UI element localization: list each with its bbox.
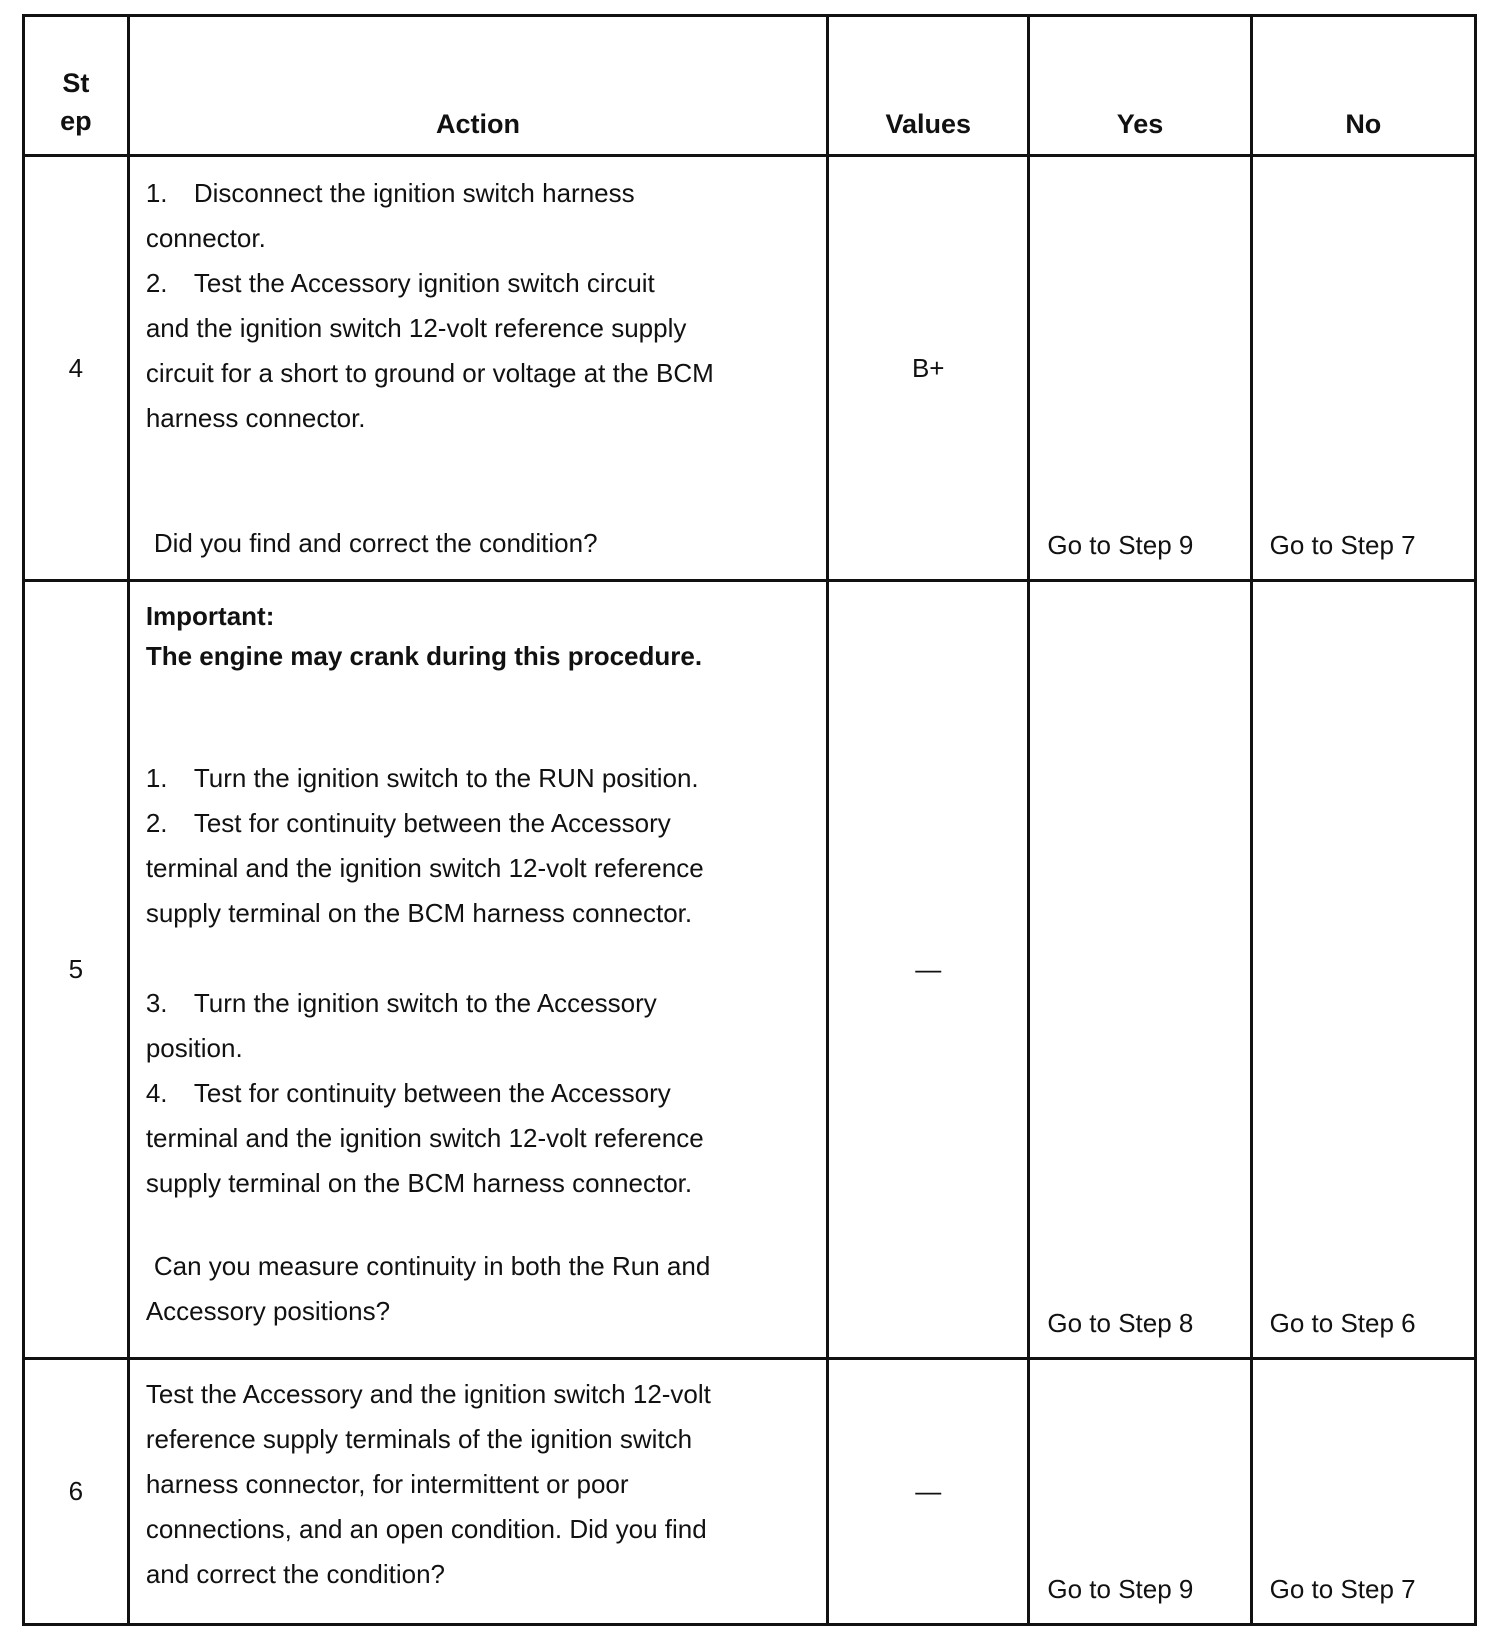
table-row (24, 580, 1476, 1358)
action-cell: Important: The engine may crank during this procedure. 1. Turn the ignition switch to the RUN position. 2. Test for continuity between the Accessory terminal and the ignition switch 12-volt reference supply terminal on the BCM harness connector. 3. Turn the ignition switch to the Accessory position. 4. Test for continuity between the Accessory terminal and the ignition switch 12-volt reference supply terminal on the BCM harness connector. Can you measure continuity in both the Run and Accessory positions? (128, 580, 827, 1358)
header-yes: Yes (1029, 16, 1251, 156)
no-cell: Go to Step 7 (1251, 1359, 1475, 1625)
yes-cell: Go to Step 8 (1029, 580, 1251, 1358)
value-cell: — (828, 1359, 1029, 1625)
yes-cell: Go to Step 9 (1029, 156, 1251, 581)
header-row (24, 16, 1476, 156)
header-values: Values (828, 16, 1029, 156)
header-no: No (1251, 16, 1475, 156)
step-number: 5 (24, 580, 129, 1358)
important-label: Important: (145, 600, 275, 631)
question: Can you measure continuity in both the Run and (153, 1250, 711, 1281)
action-cell: Test the Accessory and the ignition switch 12-volt reference supply terminals of the ignition switch harness connector, for intermittent or poor connections, and an open condition. Did you find and correct the condition? (128, 1359, 827, 1625)
step-number: 6 (24, 1359, 129, 1625)
value-cell: — (828, 580, 1029, 1358)
no-cell: Go to Step 7 (1251, 156, 1475, 581)
step-number: 4 (24, 156, 129, 581)
important-text: The engine may crank during this procedure. (145, 640, 703, 671)
yes-cell: Go to Step 9 (1029, 1359, 1251, 1625)
value-cell: B+ (828, 156, 1029, 581)
no-cell: Go to Step 6 (1251, 580, 1475, 1358)
question: Did you find and correct the condition? (153, 528, 598, 559)
header-step: St ep (24, 16, 129, 156)
table-row (24, 156, 1476, 581)
header-action: Action (128, 16, 827, 156)
table-row (24, 1359, 1476, 1625)
diagnostic-table (22, 14, 1477, 1626)
action-cell: 1. Disconnect the ignition switch harness connector. 2. Test the Accessory ignition switch circuit and the ignition switch 12-volt reference supply circuit for a short to ground or voltage at the BCM harness connector. Did you find and correct the condition? (128, 156, 827, 581)
